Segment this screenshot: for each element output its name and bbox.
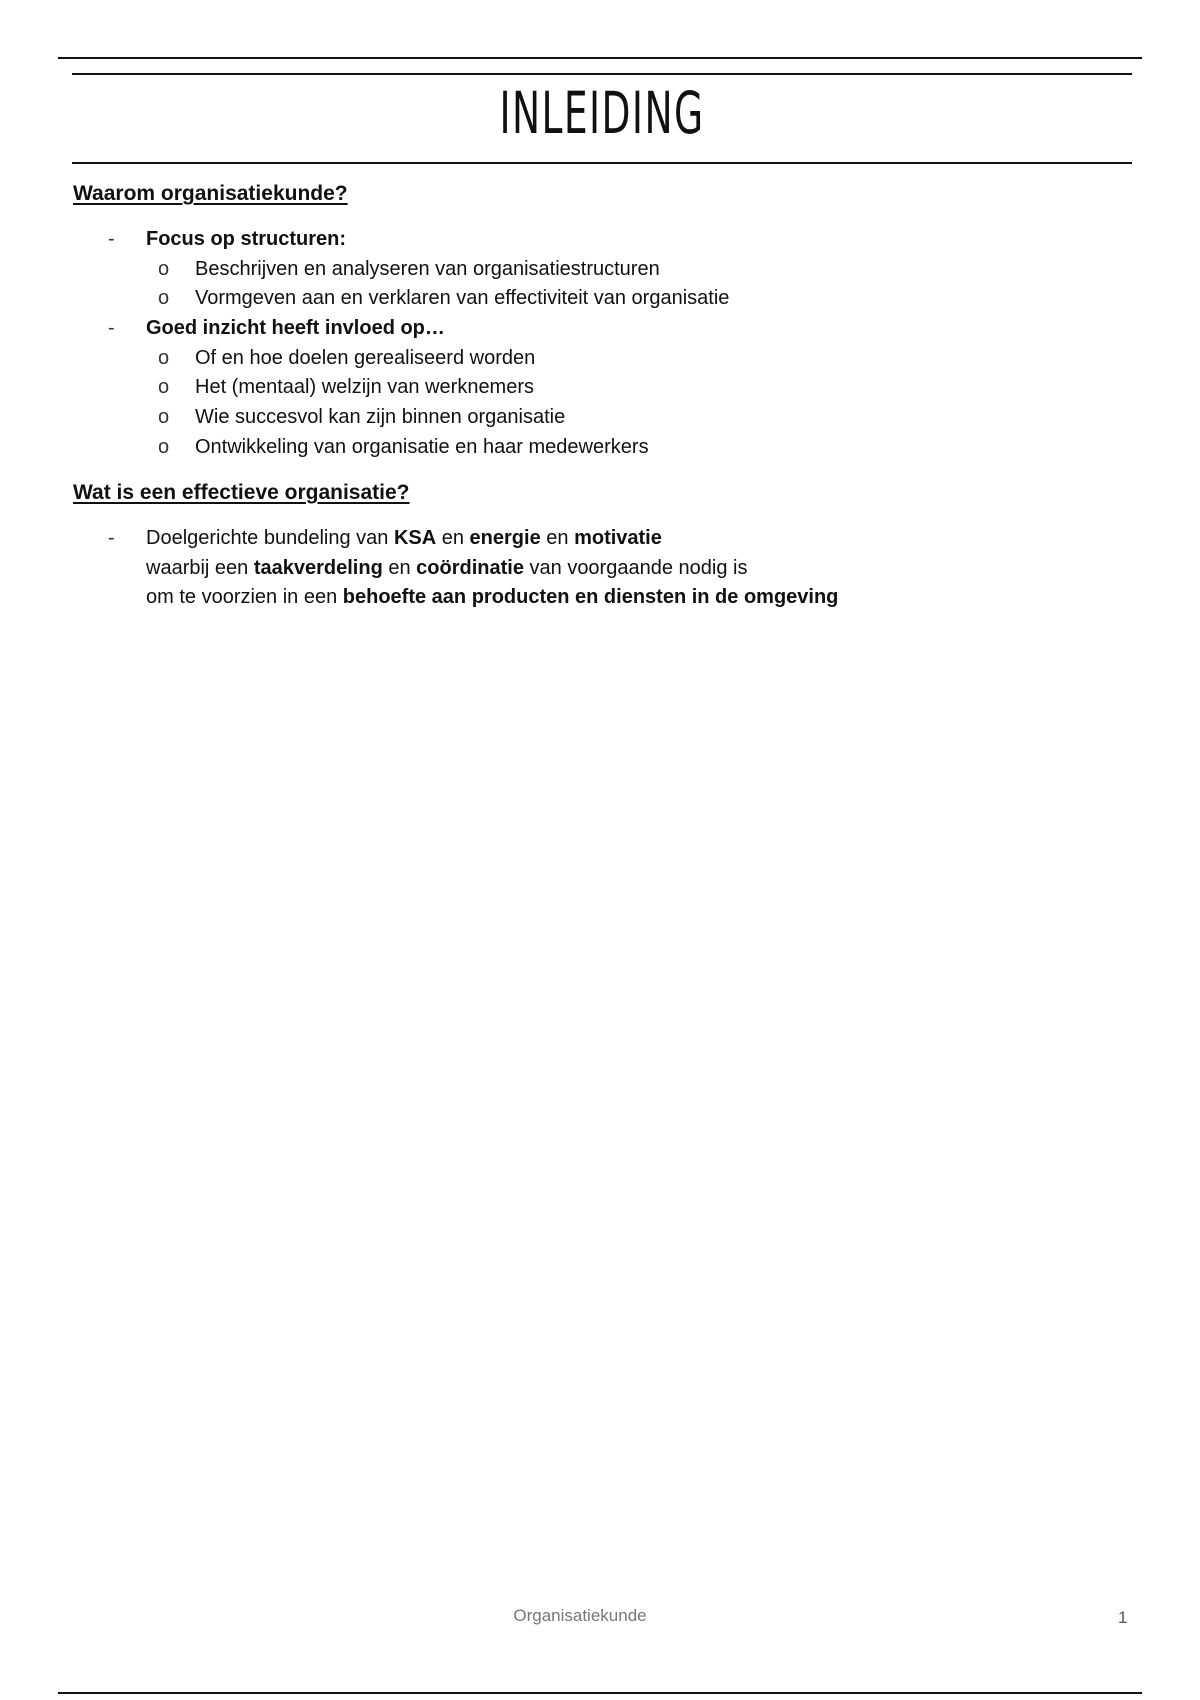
page-title: INLEIDING <box>499 79 705 147</box>
circle-bullet-icon: o <box>158 347 170 369</box>
definition-emphasis: KSA <box>393 527 437 549</box>
bottom-border-rule <box>58 1692 1142 1694</box>
definition-text: en <box>382 557 417 579</box>
sub-bullet-text: Wie succesvol kan zijn binnen organisatie <box>195 406 566 428</box>
bullet-label: Goed inzicht heeft invloed op… <box>146 317 445 339</box>
section-heading-waarom: Waarom organisatiekunde? <box>73 182 348 205</box>
title-top-rule <box>72 73 1132 75</box>
definition-line-2 <box>146 558 747 578</box>
definition-line-3 <box>146 587 838 607</box>
sub-bullet-text: Beschrijven en analyseren van organisatiestructuren <box>195 258 660 280</box>
definition-text: en <box>540 527 575 549</box>
circle-bullet-icon: o <box>158 436 170 458</box>
definition-text: Doelgerichte bundeling van <box>146 527 394 549</box>
definition-emphasis: coördinatie <box>416 557 524 579</box>
sub-bullet-text: Het (mentaal) welzijn van werknemers <box>195 376 535 398</box>
definition-emphasis: taakverdeling <box>253 557 383 579</box>
dash-bullet-icon: - <box>108 527 115 549</box>
footer-document-name: Organisatiekunde <box>513 1606 647 1625</box>
definition-text: om te voorzien in een <box>146 586 343 608</box>
circle-bullet-icon: o <box>158 258 170 280</box>
circle-bullet-icon: o <box>158 376 170 398</box>
definition-text: waarbij een <box>146 557 254 579</box>
sub-bullet-text: Vormgeven aan en verklaren van effectiviteit van organisatie <box>195 287 730 309</box>
title-bottom-rule <box>72 162 1132 164</box>
section-heading-effectieve-organisatie: Wat is een effectieve organisatie? <box>73 481 410 504</box>
circle-bullet-icon: o <box>158 406 170 428</box>
dash-bullet-icon: - <box>108 228 115 250</box>
footer-page-number: 1 <box>1118 1608 1128 1627</box>
bullet-label: Focus op structuren: <box>146 228 347 250</box>
definition-emphasis: behoefte aan producten en diensten in de omgeving <box>342 586 839 608</box>
dash-bullet-icon: - <box>108 317 115 339</box>
definition-line-1 <box>146 528 662 548</box>
sub-bullet-text: Ontwikkeling van organisatie en haar medewerkers <box>195 436 649 458</box>
circle-bullet-icon: o <box>158 287 170 309</box>
definition-text: van voorgaande nodig is <box>523 557 748 579</box>
definition-emphasis: motivatie <box>574 527 662 549</box>
definition-text: en <box>436 527 470 549</box>
sub-bullet-text: Of en hoe doelen gerealiseerd worden <box>195 347 536 369</box>
top-border-rule <box>58 57 1142 59</box>
definition-emphasis: energie <box>469 527 541 549</box>
